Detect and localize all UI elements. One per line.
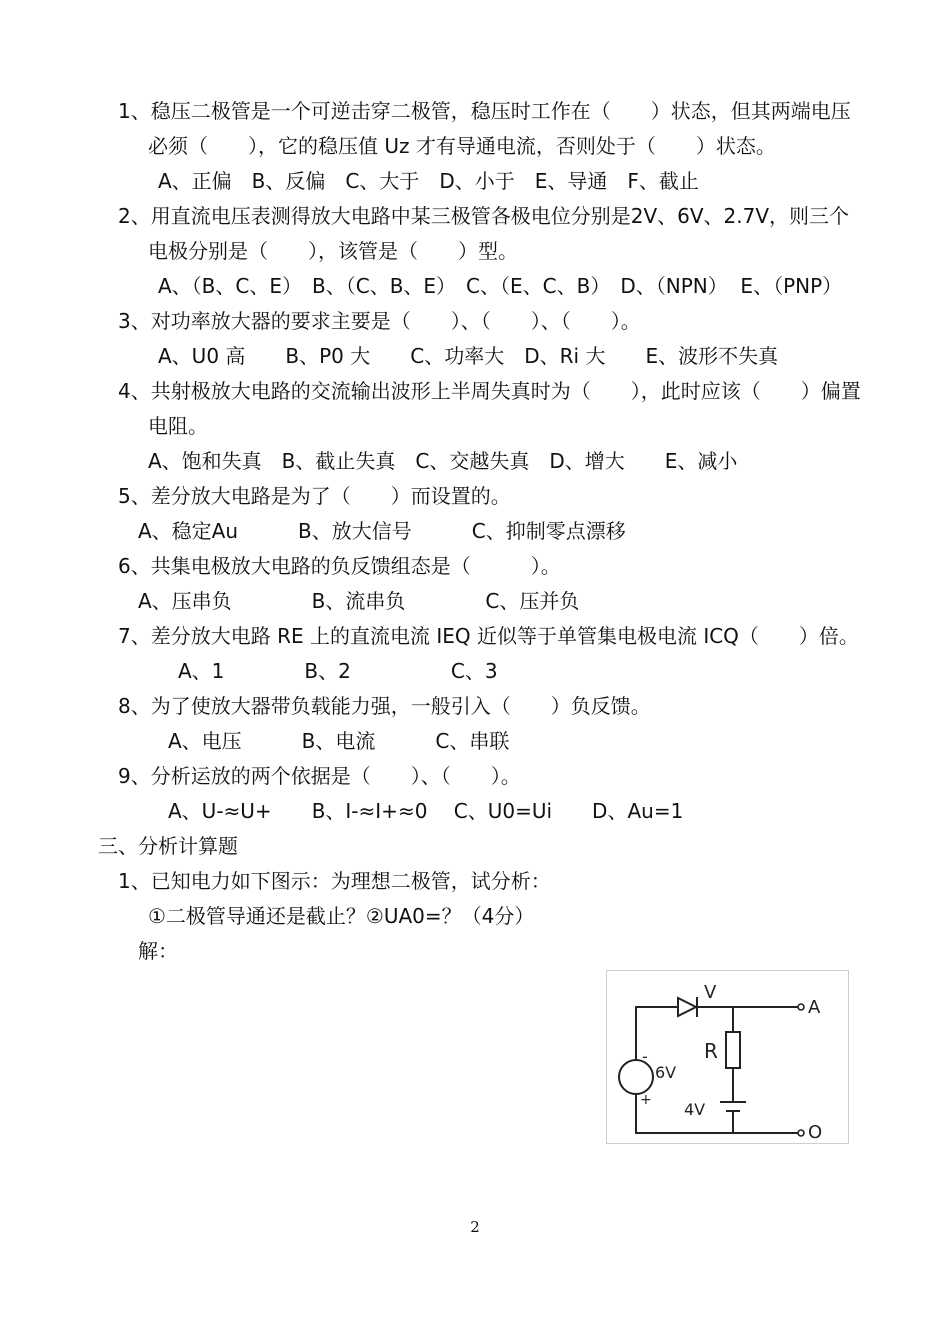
q9-stem: 9、分析运放的两个依据是（ ）、（ ）。 [118, 764, 521, 788]
section-title: 三、分析计算题 [98, 834, 238, 858]
q2-options: A、（B、C、E） B、（C、B、E） C、（E、C、B） D、（NPN） E、（PNP） [158, 274, 843, 298]
q8-stem: 8、为了使放大器带负载能力强，一般引入（ ）负反馈。 [118, 694, 651, 718]
q4-stem-line1: 4、共射极放大电路的交流输出波形上半周失真时为（ ），此时应该（ ）偏置 [118, 379, 861, 403]
source-minus-sign: - [642, 1047, 648, 1066]
problem-stem: 1、已知电力如下图示：为理想二极管，试分析： [118, 869, 551, 893]
voltage-source-symbol [619, 1060, 653, 1094]
battery-label: 4V [684, 1100, 706, 1119]
q1-stem-line1: 1、稳压二极管是一个可逆击穿二极管，稳压时工作在（ ）状态，但其两端电压 [118, 99, 851, 123]
q5-options: A、稳定Au B、放大信号 C、抑制零点漂移 [138, 519, 626, 543]
q9-options: A、U-≈U+ B、I-≈I+≈0 C、U0=Ui D、Au=1 [168, 799, 684, 823]
problem-sub-question: ①二极管导通还是截止？②UA0=？（4分） [148, 904, 535, 928]
q1-options: A、正偏 B、反偏 C、大于 D、小于 E、导通 F、截止 [158, 169, 699, 193]
q4-stem-line2: 电阻。 [148, 414, 208, 438]
q1-stem-line2: 必须（ ），它的稳压值 Uz 才有导通电流，否则处于（ ）状态。 [148, 134, 776, 158]
q8-options: A、电压 B、电流 C、串联 [168, 729, 510, 753]
resistor-label: R [704, 1039, 718, 1063]
q2-stem-line1: 2、用直流电压表测得放大电路中某三极管各极电位分别是2V、6V、2.7V，则三个 [118, 204, 850, 228]
diode-label: V [704, 982, 717, 1003]
q5-stem: 5、差分放大电路是为了（ ）而设置的。 [118, 484, 511, 508]
terminal-o-dot [798, 1130, 804, 1136]
terminal-o-label: O [808, 1122, 823, 1143]
q2-stem-line2: 电极分别是（ ），该管是（ ）型。 [148, 239, 518, 263]
q7-stem: 7、差分放大电路 RE 上的直流电流 IEQ 近似等于单管集电极电流 ICQ（ ）倍。 [118, 624, 859, 648]
source-label: 6V [655, 1063, 677, 1082]
q4-options: A、饱和失真 B、截止失真 C、交越失真 D、增大 E、减小 [148, 449, 738, 473]
q6-stem: 6、共集电极放大电路的负反馈组态是（ ）。 [118, 554, 561, 578]
answer-label: 解： [138, 939, 178, 963]
q7-options: A、1 B、2 C、3 [178, 659, 498, 683]
q3-stem: 3、对功率放大器的要求主要是（ ）、（ ）、（ ）。 [118, 309, 641, 333]
resistor-symbol [726, 1032, 740, 1068]
page-number: 2 [470, 1218, 480, 1236]
terminal-a-label: A [808, 997, 821, 1018]
q6-options: A、压串负 B、流串负 C、压并负 [138, 589, 580, 613]
circuit-diagram [606, 970, 849, 1144]
source-plus-sign: + [640, 1092, 652, 1108]
terminal-a-dot [798, 1004, 804, 1010]
q3-options: A、U0 高 B、P0 大 C、功率大 D、Ri 大 E、波形不失真 [158, 344, 779, 368]
